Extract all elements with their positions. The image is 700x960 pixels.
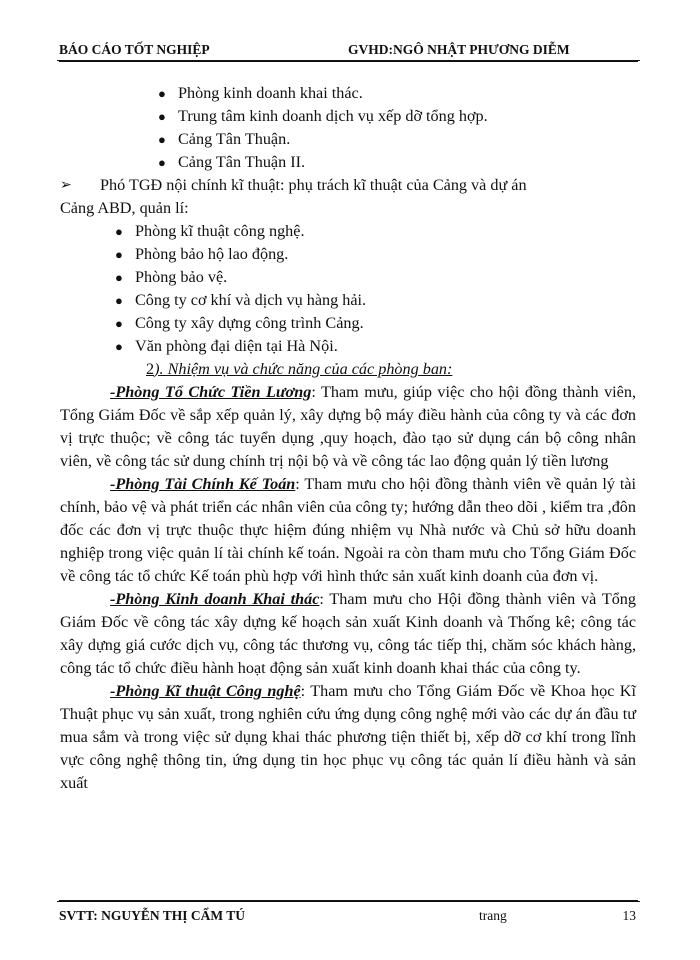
list-item: ● Cảng Tân Thuận II. — [60, 151, 636, 174]
bullet-icon: ● — [115, 270, 123, 285]
arrow-item-line: Phó TGĐ nội chính kĩ thuật: phụ trách kĩ thuật của Cảng và dự án — [100, 176, 527, 194]
department-paragraph: -Phòng Tài Chính Kế Toán: Tham mưu cho hội đồng thành viên về quản lý tài chính, bảo vệ và phát triển các nhân viên của công ty; hướng dẫn theo dõi , kiểm tra ,đôn đốc các đơn vị trực thuộc thực hiệm đúng nhiệm vụ Nhà nước và Chủ sở hữu doanh nghiệp trong việc quản lí tài chính kế toán. Ngoài ra còn tham mưu cho Tổng Giám Đốc về công tác tổ chức Kế toán phù hợp với hình thức sản xuất kinh doanh của đơn vị. — [60, 475, 637, 585]
arrow-item-line: Cảng ABD, quản lí: — [60, 199, 189, 217]
bullet-icon: ● — [158, 132, 166, 147]
department-paragraph: -Phòng Tổ Chức Tiền Lương: Tham mưu, giúp việc cho hội đồng thành viên, Tổng Giám Đốc về sắp xếp quản lý, xây dựng bộ máy điều hành của công ty và các đơn vị trực thuộc; về công tác tuyển dụng ,quy hoạch, đào tạo sử dụng cán bộ công nhân viên, về công tác sử dung chính trị nội bộ và về công tác lao động quản lý tiền lương — [60, 383, 636, 470]
page-content — [60, 82, 636, 795]
department-label: -Phòng Kĩ thuật Công nghệ — [110, 682, 301, 700]
bullet-icon: ● — [115, 224, 123, 239]
bullet-icon: ● — [115, 247, 123, 262]
department-label: -Phòng Tổ Chức Tiền Lương — [110, 383, 312, 401]
student-name: SVTT: NGUYỄN THỊ CẨM TÚ — [59, 908, 246, 923]
bullet-icon: ● — [115, 339, 123, 354]
list-item: ● Văn phòng đại diện tại Hà Nội. — [60, 335, 636, 358]
list-item: ● Công ty cơ khí và dịch vụ hàng hải. — [60, 289, 636, 312]
report-title: BÁO CÁO TỐT NGHIỆP — [59, 42, 210, 57]
list-item: ● Phòng bảo hộ lao động. — [60, 243, 636, 266]
list-item: ● Phòng kĩ thuật công nghệ. — [60, 220, 636, 243]
page-number: 13 — [622, 908, 636, 923]
section-heading: 2). Nhiệm vụ và chức năng của các phòng ban: — [146, 360, 453, 378]
page-label: trang — [479, 908, 507, 923]
bullet-icon: ● — [158, 155, 166, 170]
list-item: ● Công ty xây dựng công trình Cảng. — [60, 312, 636, 335]
bullet-icon: ● — [115, 293, 123, 308]
arrow-item — [60, 174, 636, 197]
list-item: ● Phòng bảo vệ. — [60, 266, 636, 289]
bullet-icon: ● — [158, 109, 166, 124]
department-paragraph: -Phòng Kĩ thuật Công nghệ: Tham mưu cho Tổng Giám Đốc về Khoa học Kĩ Thuật phục vụ sản xuất, trong nghiên cứu ứng dụng công nghệ mới vào các dự án đầu tư mua sắm và trong việc sử dụng khai thác phương tiện thiết bị, xếp dỡ cơ khí trong lĩnh vực công nghệ thông tin, ứng dụng tin học phục vụ công tác quản lí điều hành và sản xuất — [60, 682, 636, 792]
list-item: ● Cảng Tân Thuận. — [60, 128, 636, 151]
list-item: ● Trung tâm kinh doanh dịch vụ xếp dỡ tổng hợp. — [60, 105, 636, 128]
arrow-bullet-icon: ➢ — [60, 178, 72, 193]
department-label: -Phòng Tài Chính Kế Toán — [110, 475, 296, 493]
bullet-icon: ● — [115, 316, 123, 331]
page-footer — [57, 901, 640, 928]
bullet-icon: ● — [158, 86, 166, 101]
page-header — [57, 38, 640, 61]
advisor-name: GVHD:NGÔ NHẬT PHƯƠNG DIỄM — [348, 42, 570, 57]
department-label: -Phòng Kinh doanh Khai thác — [110, 590, 320, 608]
department-paragraph: -Phòng Kinh doanh Khai thác: Tham mưu cho Hội đồng thành viên và Tổng Giám Đốc về công tác xây dựng kế hoạch sản xuất Kinh doanh và Thống kê; công tác xây dựng giá cước dịch vụ, công tác thương vụ, công tác tiếp thị, chăm sóc khách hàng, công tác tổ chức điều hành hoạt động sản xuất kinh doanh khai thác của công ty. — [60, 590, 636, 677]
list-item: ● Phòng kinh doanh khai thác. — [60, 82, 636, 105]
